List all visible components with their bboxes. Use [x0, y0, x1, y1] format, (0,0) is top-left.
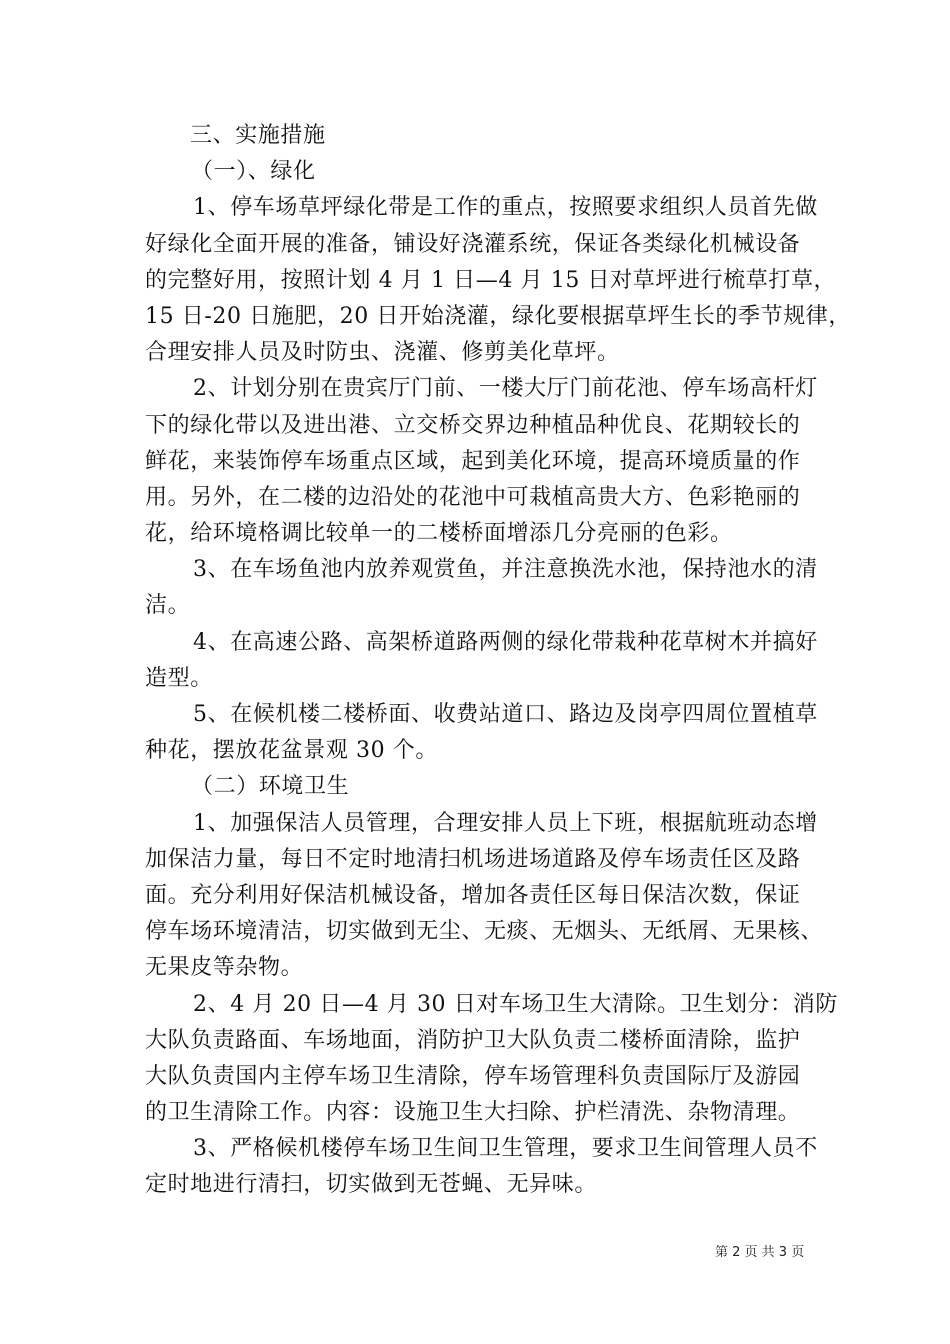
line: 用。另外，在二楼的边沿处的花池中可栽植高贵大方、色彩艳丽的: [145, 484, 801, 510]
line: 好绿化全面开展的准备，铺设好浇灌系统，保证各类绿化机械设备: [145, 231, 801, 257]
line: （二）环境卫生: [191, 774, 350, 800]
line: 种花，摆放花盆景观 30 个。: [145, 738, 438, 764]
line: 面。充分利用好保洁机械设备，增加各责任区每日保洁次数，保证: [145, 882, 801, 908]
line: 下的绿化带以及进出港、立交桥交界边种植品种优良、花期较长的: [145, 412, 801, 438]
line: 的完整好用，按照计划 4 月 1 日—4 月 15 日对草坪进行梳草打草，: [145, 267, 837, 293]
line: 洁。: [145, 593, 191, 619]
line: 大队负责路面、车场地面，消防护卫大队负责二楼桥面清除，监护: [145, 1027, 801, 1053]
line: 无果皮等杂物。: [145, 955, 304, 981]
line: 2、计划分别在贵宾厅门前、一楼大厅门前花池、停车场高杆灯: [193, 376, 818, 402]
line: 1、加强保洁人员管理，合理安排人员上下班，根据航班动态增: [193, 810, 818, 836]
line: （一）、绿化: [191, 159, 316, 185]
line: 大队负责国内主停车场卫生清除，停车场管理科负责国际厅及游园: [145, 1063, 801, 1089]
line: 15 日-20 日施肥，20 日开始浇灌，绿化要根据草坪生长的季节规律，: [145, 303, 851, 329]
document-body: [145, 118, 851, 1204]
line: 定时地进行清扫，切实做到无苍蝇、无异味。: [145, 1172, 598, 1198]
line: 造型。: [145, 665, 213, 691]
line: 3、在车场鱼池内放养观赏鱼，并注意换洗水池，保持池水的清: [193, 557, 818, 583]
page-number-footer: 第 2 页 共 3 页: [715, 1245, 805, 1260]
line: 鲜花，来装饰停车场重点区域，起到美化环境，提高环境质量的作: [145, 448, 801, 474]
line: 停车场环境清洁，切实做到无尘、无痰、无烟头、无纸屑、无果核、: [145, 919, 824, 945]
line: 花，给环境格调比较单一的二楼桥面增添几分亮丽的色彩。: [145, 521, 733, 547]
line: 加保洁力量，每日不定时地清扫机场进场道路及停车场责任区及路: [145, 846, 801, 872]
line: 的卫生清除工作。内容：设施卫生大扫除、护栏清洗、杂物清理。: [145, 1100, 801, 1126]
line: 2、4 月 20 日—4 月 30 日对车场卫生大清除。卫生划分：消防: [193, 991, 838, 1017]
line: 合理安排人员及时防虫、浇灌、修剪美化草坪。: [145, 340, 620, 366]
line: 1、停车场草坪绿化带是工作的重点，按照要求组织人员首先做: [193, 195, 818, 221]
line: 三、实施措施: [190, 123, 326, 148]
line: 5、在候机楼二楼桥面、收费站道口、路边及岗亭四周位置植草: [193, 702, 818, 727]
line: 3、严格候机楼停车场卫生间卫生管理，要求卫生间管理人员不: [193, 1136, 818, 1162]
line: 4、在高速公路、高架桥道路两侧的绿化带栽种花草树木并搞好: [193, 629, 818, 655]
